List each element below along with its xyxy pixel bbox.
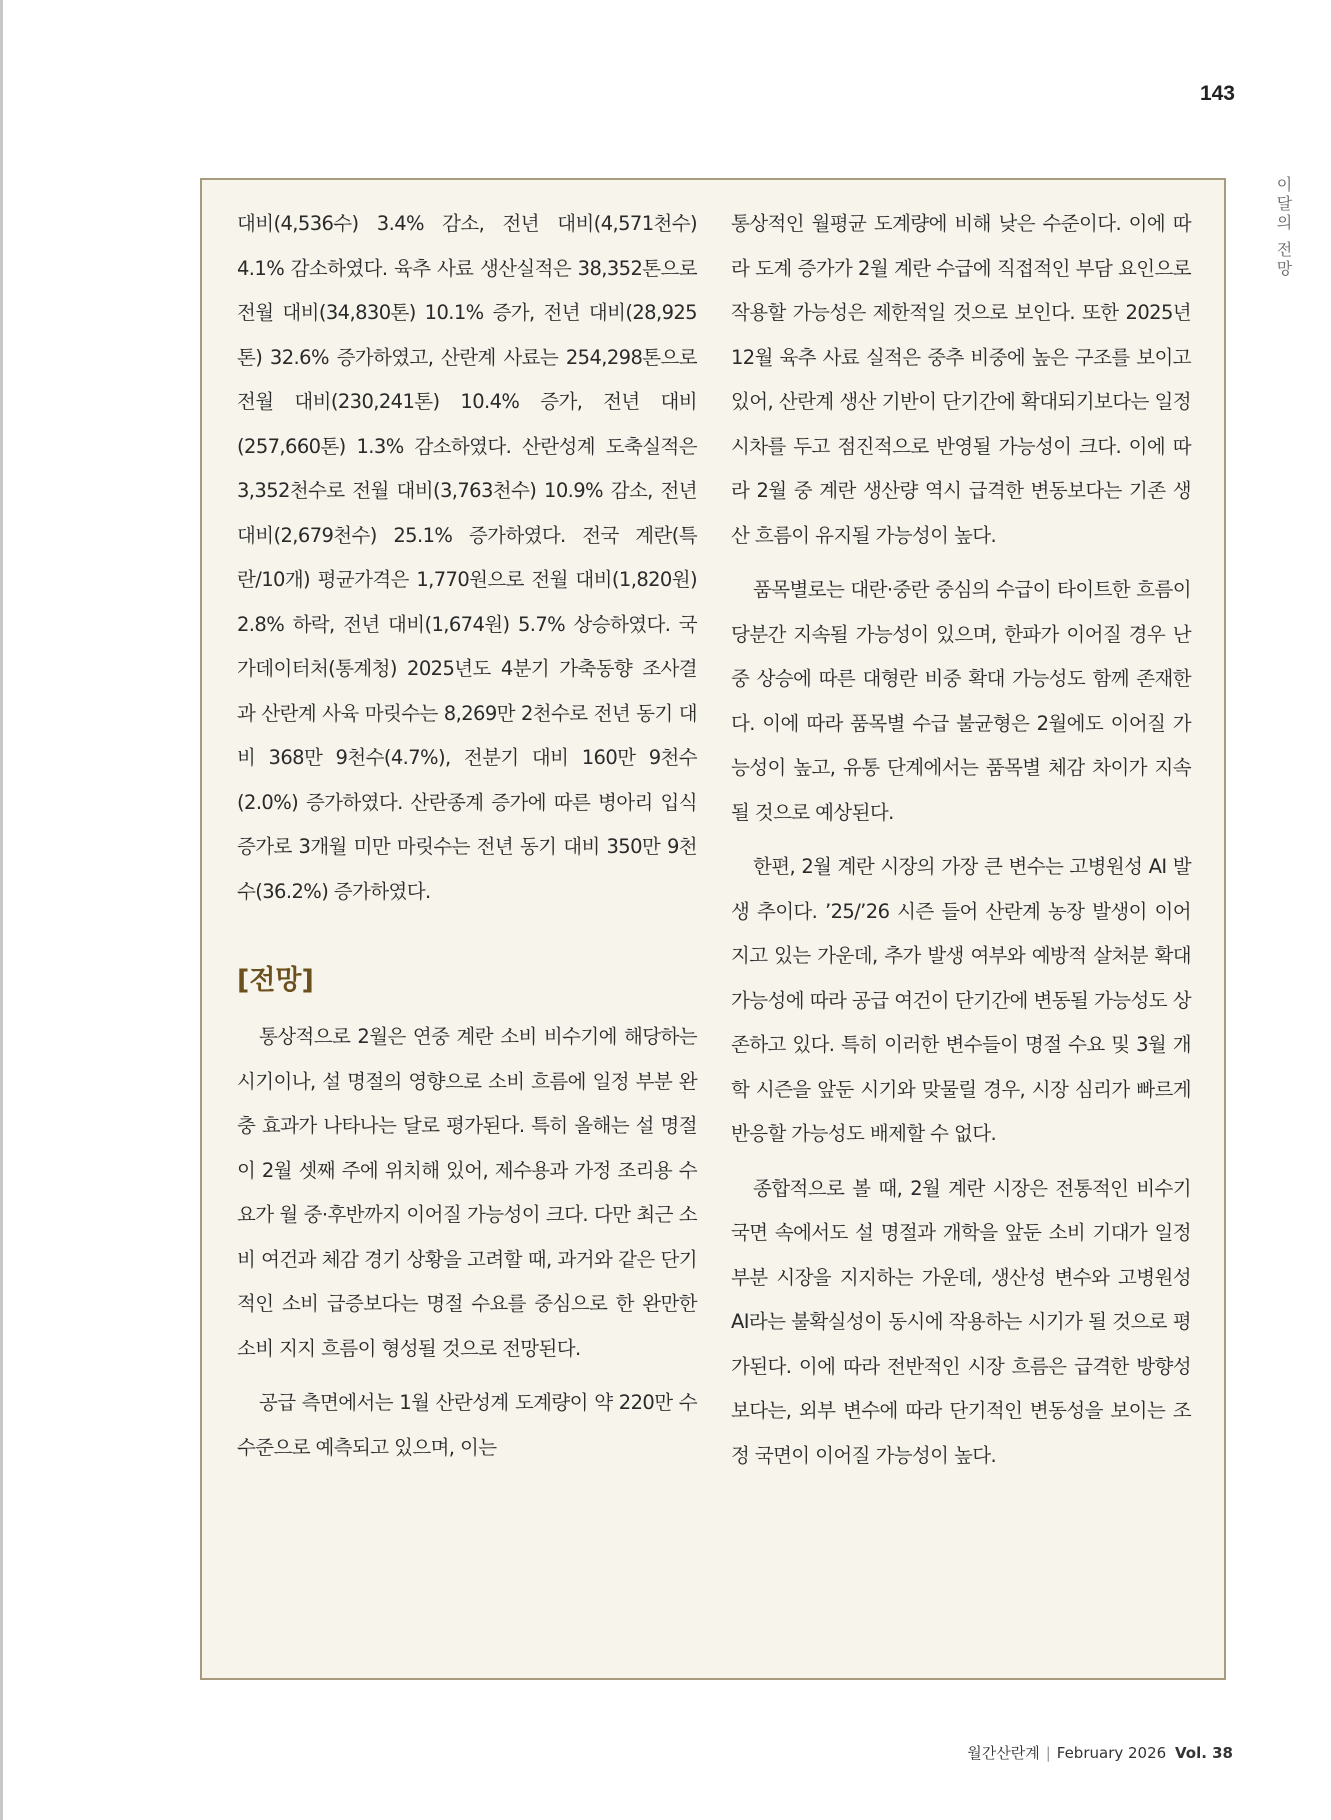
article-paragraph: 한편, 2월 계란 시장의 가장 큰 변수는 고병원성 AI 발생 추이다. ’25/’26 시즌 들어 산란계 농장 발생이 이어지고 있는 가운데, 추가 발생 여부와 예방적 살처분 확대 가능성에 따라 공급 여건이 단기간에 변동될 가능성도 상존하고 있다. 특히 이러한 변수들이 명절 수요 및 3월 개학 시즌을 앞둔 시기와 맞물릴 경우, 시장 심리가 빠르게 반응할 가능성도 배제할 수 없다.	[731, 855, 1191, 1145]
volume-number: Vol. 38	[1174, 1744, 1233, 1762]
article-paragraph: 대비(4,536수) 3.4% 감소, 전년 대비(4,571천수) 4.1% 감소하였다. 육추 사료 생산실적은 38,352톤으로 전월 대비(34,830톤) 10.1% 증가, 전년 대비(28,925톤) 32.6% 증가하였고, 산란계 사료는 254,298톤으로 전월 대비(230,241톤) 10.4% 증가, 전년 대비(257,660톤) 1.3% 감소하였다. 산란성계 도축실적은 3,352천수로 전월 대비(3,763천수) 10.9% 감소, 전년 대비(2,679천수) 25.1% 증가하였다. 전국 계란(특란/10개) 평균가격은 1,770원으로 전월 대비(1,820원) 2.8% 하락, 전년 대비(1,674원) 5.7% 상승하였다. 국가데이터처(통계청) 2025년도 4분기 가축동향 조사결과 산란계 사육 마릿수는 8,269만 2천수로 전년 동기 대비 368만 9천수(4.7%), 전분기 대비 160만 9천수(2.0%) 증가하였다. 산란종계 증가에 따른 병아리 입식 증가로 3개월 미만 마릿수는 전년 동기 대비 350만 9천수(36.2%) 증가하였다.	[237, 212, 697, 903]
right-column	[731, 202, 1191, 1488]
issue-date: February 2026	[1056, 1744, 1167, 1762]
left-column	[237, 202, 697, 1480]
section-side-label: 이달의 전망	[1274, 176, 1293, 280]
page-footer	[967, 1742, 1233, 1763]
page-number: 143	[1199, 82, 1235, 105]
magazine-name: 월간산란계	[967, 1744, 1040, 1762]
article-paragraph: 통상적인 월평균 도계량에 비해 낮은 수준이다. 이에 따라 도계 증가가 2월 계란 수급에 직접적인 부담 요인으로 작용할 가능성은 제한적일 것으로 보인다. 또한 2025년 12월 육추 사료 실적은 중추 비중에 높은 구조를 보이고 있어, 산란계 생산 기반이 단기간에 확대되기보다는 일정 시차를 두고 점진적으로 반영될 가능성이 크다. 이에 따라 2월 중 계란 생산량 역시 급격한 변동보다는 기존 생산 흐름이 유지될 가능성이 높다.	[731, 212, 1191, 547]
article-paragraph: 통상적으로 2월은 연중 계란 소비 비수기에 해당하는 시기이나, 설 명절의 영향으로 소비 흐름에 일정 부분 완충 효과가 나타나는 달로 평가된다. 특히 올해는 설 명절이 2월 셋째 주에 위치해 있어, 제수용과 가정 조리용 수요가 월 중·후반까지 이어질 가능성이 크다. 다만 최근 소비 여건과 체감 경기 상황을 고려할 때, 과거와 같은 단기적인 소비 급증보다는 명절 수요를 중심으로 한 완만한 소비 지지 흐름이 형성될 것으로 전망된다.	[237, 1025, 697, 1360]
article-paragraph: 공급 측면에서는 1월 산란성계 도계량이 약 220만 수 수준으로 예측되고 있으며, 이는	[237, 1391, 697, 1459]
article-paragraph: 종합적으로 볼 때, 2월 계란 시장은 전통적인 비수기 국면 속에서도 설 명절과 개학을 앞둔 소비 기대가 일정 부분 시장을 지지하는 가운데, 생산성 변수와 고병원성 AI라는 불확실성이 동시에 작용하는 시기가 될 것으로 평가된다. 이에 따라 전반적인 시장 흐름은 급격한 방향성보다는, 외부 변수에 따라 단기적인 변동성을 보이는 조정 국면이 이어질 가능성이 높다.	[731, 1176, 1191, 1467]
page-edge-line	[0, 0, 3, 1820]
article-paragraph: 품목별로는 대란·중란 중심의 수급이 타이트한 흐름이 당분간 지속될 가능성이 있으며, 한파가 이어질 경우 난중 상승에 따른 대형란 비중 확대 가능성도 함께 존재한다. 이에 따라 품목별 수급 불균형은 2월에도 이어질 가능성이 높고, 유통 단계에서는 품목별 체감 차이가 지속될 것으로 예상된다.	[731, 578, 1191, 824]
footer-divider: |	[1045, 1744, 1051, 1762]
section-heading-outlook: [전망]	[237, 965, 314, 996]
article-box	[200, 178, 1226, 1680]
